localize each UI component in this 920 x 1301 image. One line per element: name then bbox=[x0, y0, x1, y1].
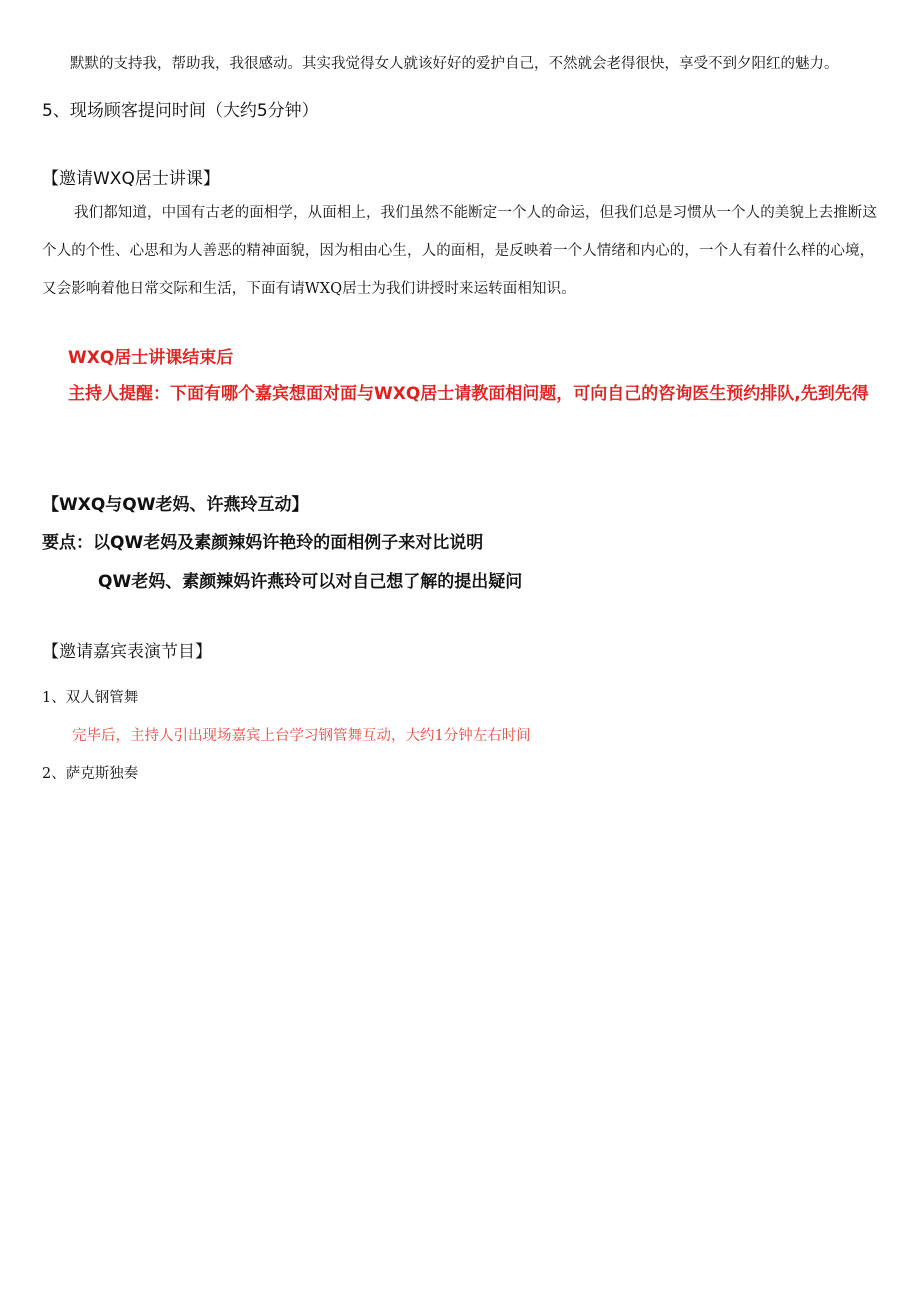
section-5-heading: 5、现场顾客提问时间（大约5分钟） bbox=[42, 101, 319, 121]
lecture-heading: 【邀请WXQ居士讲课】 bbox=[42, 169, 220, 189]
performance-item-2: 2、萨克斯独奏 bbox=[42, 766, 139, 782]
lecture-after-label: WXQ居士讲课结束后 bbox=[68, 348, 234, 368]
performance-item-1: 1、双人钢管舞 bbox=[42, 690, 139, 706]
opening-line: 默默的支持我，帮助我，我很感动。其实我觉得女人就该好好的爱护自己，不然就会老得很快，享受不到夕阳红的魅力。 bbox=[70, 56, 839, 72]
performance-heading: 【邀请嘉宾表演节目】 bbox=[42, 642, 212, 662]
interaction-key-points: 要点：以QW老妈及素颜辣妈许艳玲的面相例子来对比说明 bbox=[42, 533, 484, 553]
performance-item-1-note: 完毕后，主持人引出现场嘉宾上台学习钢管舞互动，大约1分钟左右时间 bbox=[72, 728, 531, 744]
host-reminder: 主持人提醒：下面有哪个嘉宾想面对面与WXQ居士请教面相问题，可向自己的咨询医生预约排队,先到先得 bbox=[68, 384, 869, 404]
interaction-key-points-2: QW老妈、素颜辣妈许燕玲可以对自己想了解的提出疑问 bbox=[98, 572, 523, 592]
lecture-paragraph: 我们都知道，中国有古老的面相学，从面相上，我们虽然不能断定一个人的命运，但我们总是习惯从一个人的美貌上去推断这个人的个性、心思和为人善恶的精神面貌，因为相由心生，人的面相，是反映着一个人情绪和内心的，一个人有着什么样的心境，又会影响着他日常交际和生活，下面有请WXQ居士为我们讲授时来运转面相知识。 bbox=[42, 205, 877, 297]
interaction-heading: 【WXQ与QW老妈、许燕玲互动】 bbox=[42, 495, 309, 515]
